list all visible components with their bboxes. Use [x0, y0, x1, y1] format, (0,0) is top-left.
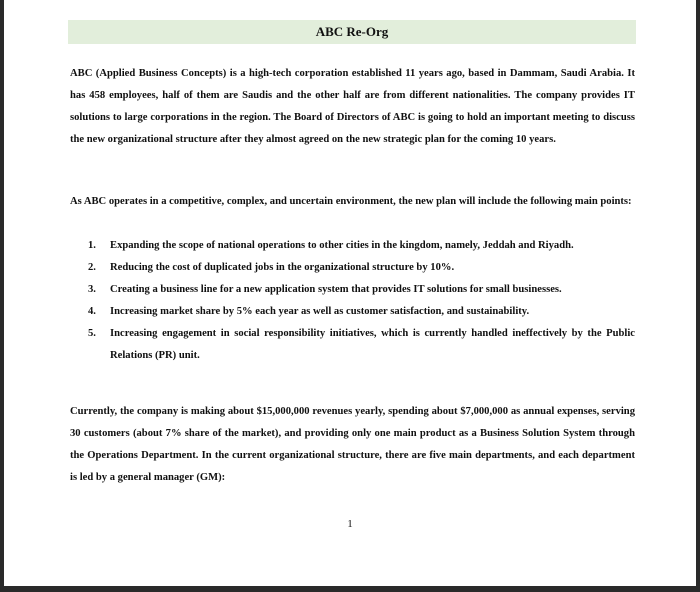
list-item-number: 1.: [88, 240, 96, 251]
list-item-number: 5.: [88, 328, 96, 340]
plan-points-list: [70, 235, 635, 368]
list-item: [70, 301, 635, 323]
title-banner: [68, 20, 636, 44]
current-state-paragraph: Currently, the company is making about $15,000,000 revenues yearly, spending about $7,000,000 as annual expenses, serving 30 customers (about 7% share of the market), and providing only one main product as a Business Solution System through the Operations Department. In the current organizational structure, there are five main departments, and each department is led by a general manager (GM):: [70, 406, 635, 484]
list-item-text: Creating a business line for a new application system that provides IT solutions for small businesses.: [110, 284, 562, 296]
list-item: [70, 235, 635, 257]
list-item-number: 3.: [88, 284, 96, 296]
list-item-number: 4.: [88, 306, 96, 318]
list-item: [70, 257, 635, 279]
list-item: [70, 323, 635, 367]
page-number: 1: [347, 518, 353, 530]
list-item: [70, 279, 635, 301]
intro-paragraph: ABC (Applied Business Concepts) is a high-tech corporation established 11 years ago, based in Dammam, Saudi Arabia. It has 458 employees, half of them are Saudis and the other half are from different nationalities. The company provides IT solutions to large corporations in the region. The Board of Directors of ABC is going to hold an important meeting to discuss the new organizational structure after they almost agreed on the new strategic plan for the coming 10 years.: [70, 68, 635, 146]
list-item-number: 2.: [88, 262, 96, 274]
list-item-text: Reducing the cost of duplicated jobs in the organizational structure by 10%.: [110, 262, 455, 274]
list-item-text: Increasing engagement in social responsibility initiatives, which is currently handled ineffectively by the Public Relations (PR) unit.: [110, 328, 635, 362]
list-item-text: Expanding the scope of national operations to other cities in the kingdom, namely, Jeddah and Riyadh.: [110, 240, 574, 251]
document-title: ABC Re-Org: [315, 24, 389, 39]
plan-intro-paragraph: As ABC operates in a competitive, complex, and uncertain environment, the new plan will include the following main points:: [70, 196, 632, 207]
page-frame-right: [696, 0, 700, 592]
list-item-text: Increasing market share by 5% each year as well as customer satisfaction, and sustainability.: [110, 306, 530, 318]
page-frame-bottom: [0, 586, 700, 592]
page-frame-left: [0, 0, 4, 592]
